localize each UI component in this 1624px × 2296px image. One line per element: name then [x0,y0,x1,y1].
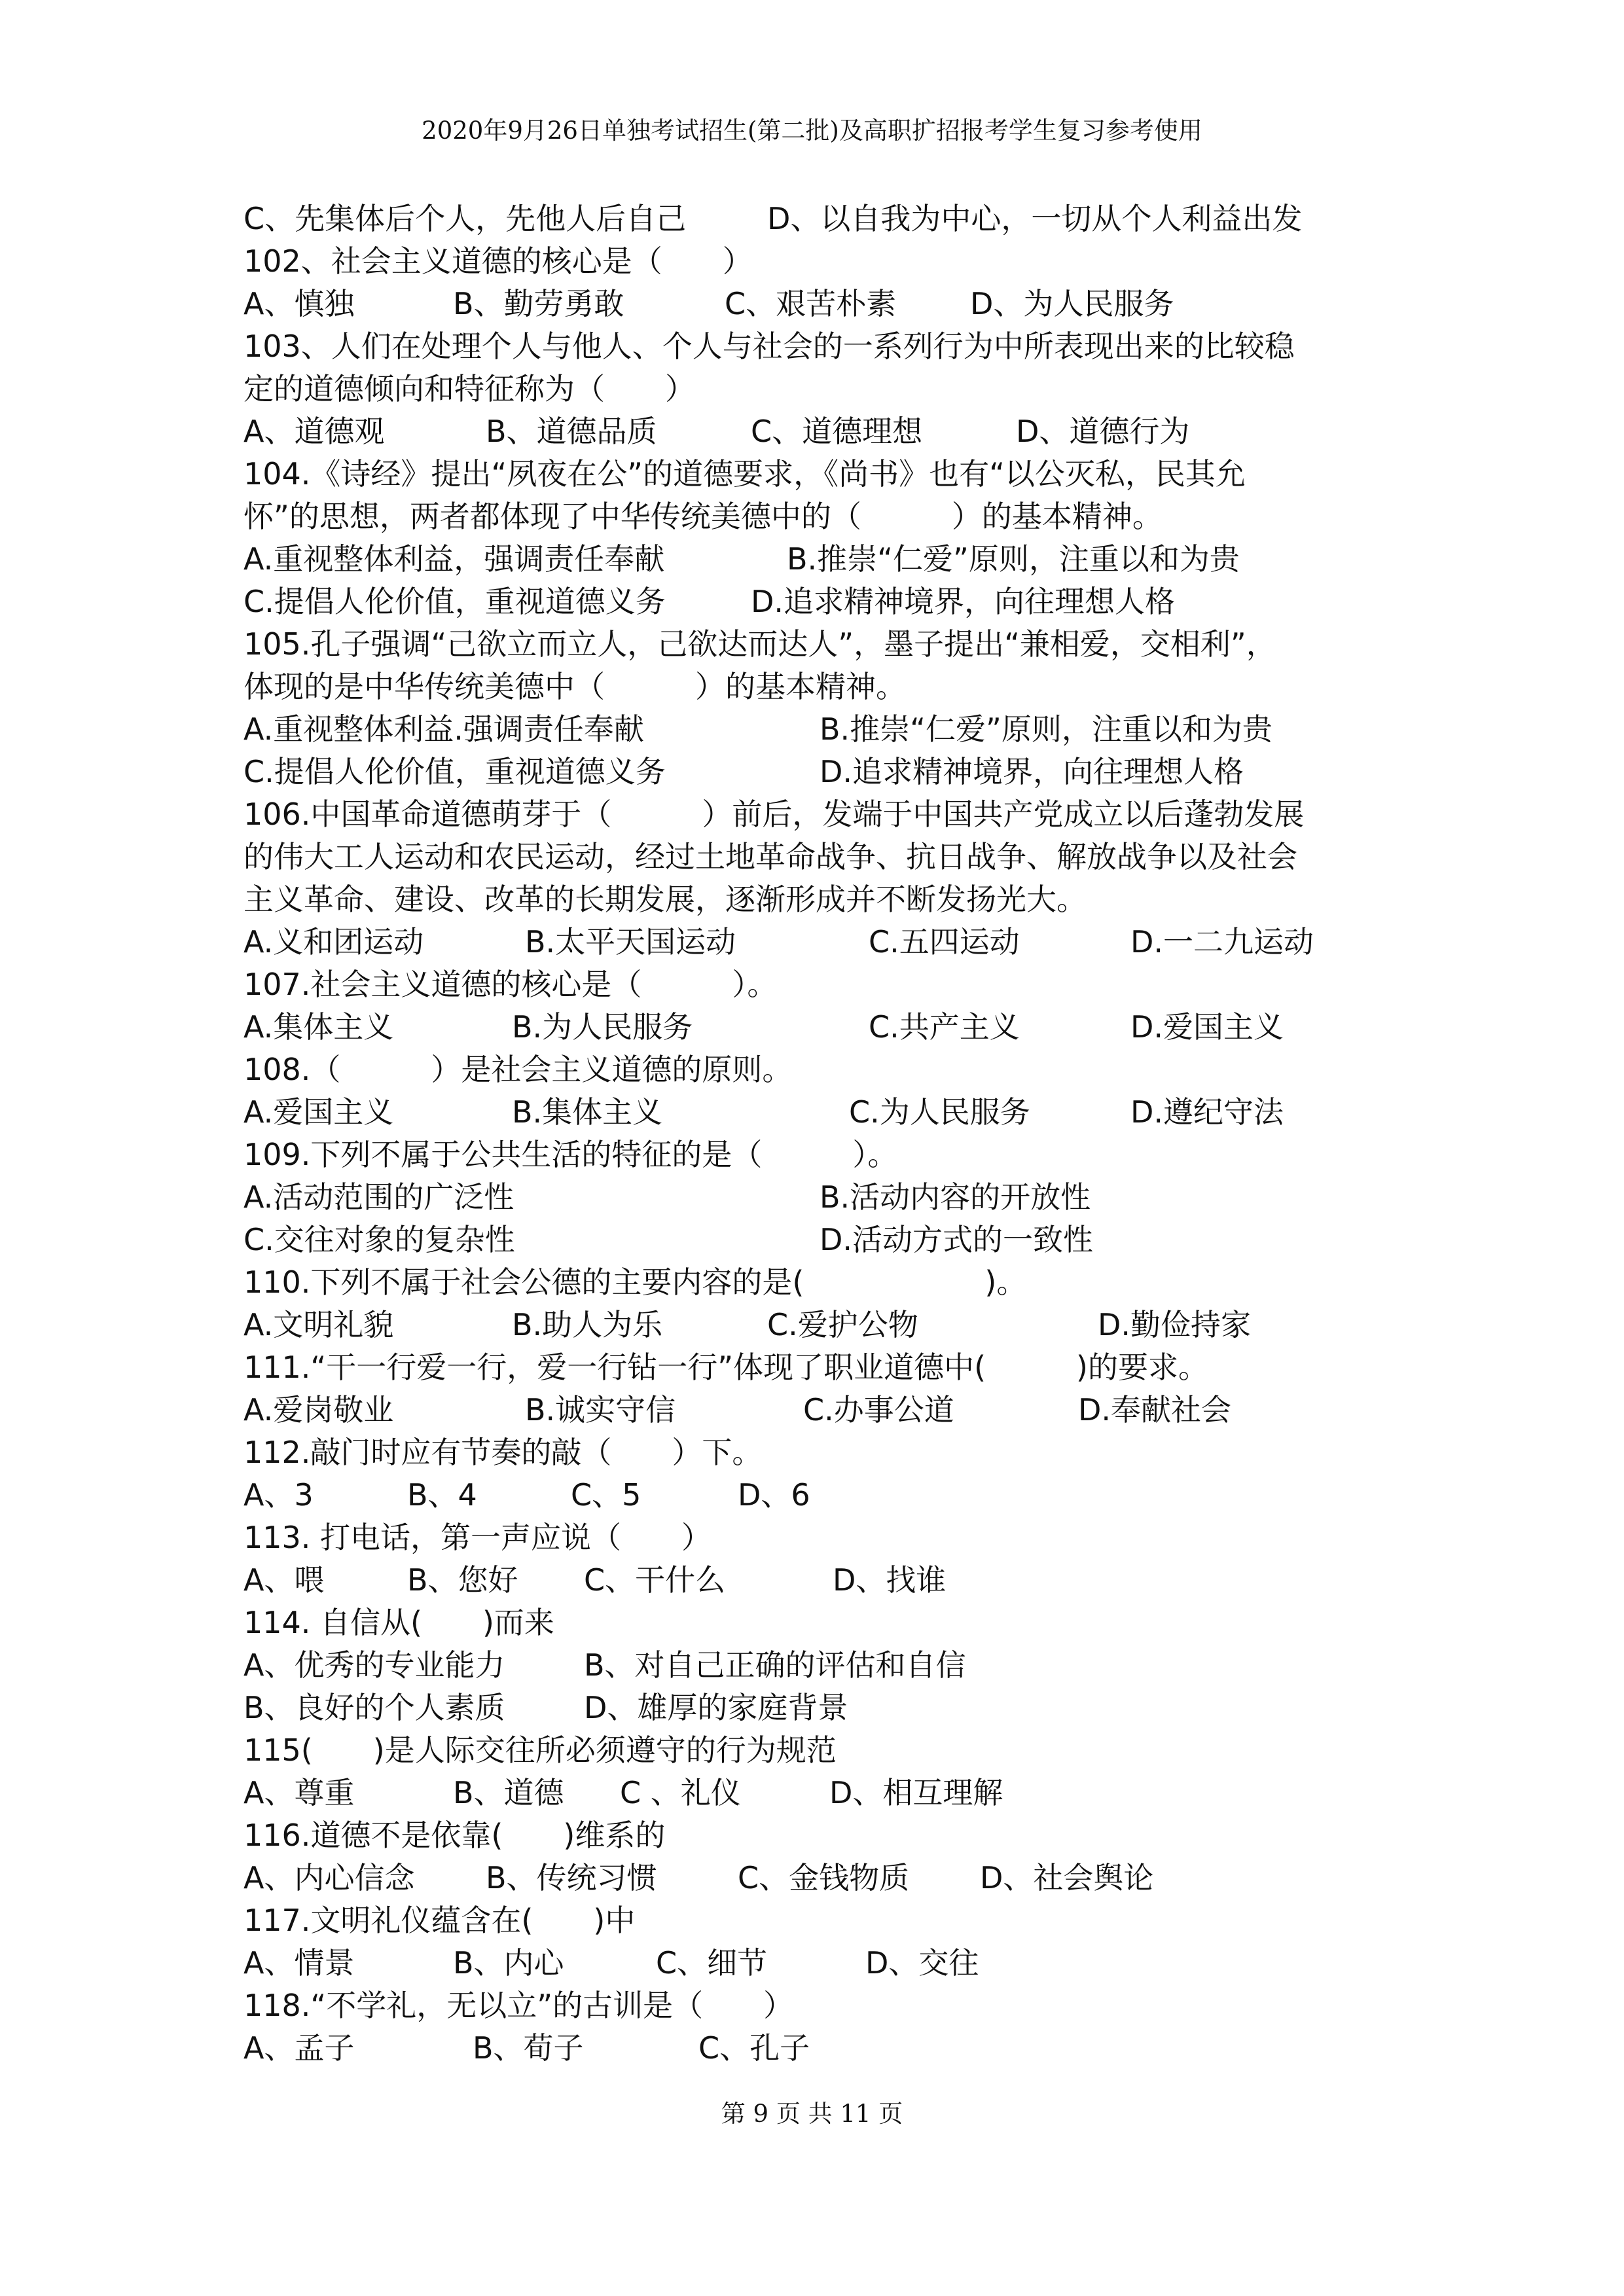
answer-option: D.追求精神境界，向往理想人格 [820,754,1244,789]
question-stem-line [244,623,1415,666]
answer-option: A、内心信念 [244,1860,415,1895]
answer-option: A.爱国主义 [244,1094,394,1130]
question-text: 104.《诗经》提出“夙夜在公”的道德要求，《尚书》也有“以公灭私，民其允 [244,456,1246,492]
answer-option: C、孔子 [698,2030,810,2066]
answer-option: A.活动范围的广泛性 [244,1179,514,1215]
answer-option: B、道德品质 [486,414,657,449]
answer-option: C、干什么 [584,1562,726,1598]
answer-options-line [244,581,1415,623]
question-stem-line [244,1814,1415,1857]
question-stem-line [244,325,1415,368]
answer-option: C.交往对象的复杂性 [244,1222,515,1257]
answer-option: C.为人民服务 [849,1094,1030,1130]
question-list [244,198,1415,2070]
question-stem-line [244,1602,1415,1644]
answer-option: D.遵纪守法 [1130,1094,1284,1130]
answer-option: B、对自己正确的评估和自信 [584,1647,966,1683]
answer-option: D.一二九运动 [1130,924,1314,960]
answer-option: B、荀子 [473,2030,584,2066]
answer-options-line [244,410,1415,453]
answer-option: A.义和团运动 [244,924,424,960]
answer-option: D、社会舆论 [980,1860,1154,1895]
question-text: 115( )是人际交往所必须遵守的行为规范 [244,1732,837,1768]
question-stem-line [244,1049,1415,1091]
question-text: 117.文明礼仪蕴含在( )中 [244,1903,636,1938]
answer-option: D、为人民服务 [970,286,1174,321]
answer-options-line [244,1304,1415,1346]
question-text: 109.下列不属于公共生活的特征的是（ ）。 [244,1137,898,1172]
answer-option: D、交往 [865,1945,979,1981]
answer-option: A.重视整体利益.强调责任奉献 [244,711,644,747]
answer-option: C.提倡人伦价值，重视道德义务 [244,584,666,619]
question-stem-line [244,963,1415,1006]
answer-option: C、5 [571,1477,641,1513]
page-footer: 第 9 页 共 11 页 [721,2100,903,2128]
answer-option: D、相互理解 [829,1775,1003,1810]
answer-option: D.奉献社会 [1078,1392,1232,1427]
answer-options-line [244,1559,1415,1602]
answer-option: A、3 [244,1477,314,1513]
question-stem-line [244,666,1415,708]
question-text: 111.“干一行爱一行，爱一行钻一行”体现了职业道德中( )的要求。 [244,1350,1208,1385]
answer-option: C、金钱物质 [738,1860,910,1895]
answer-option: B.推崇“仁爱”原则，注重以和为贵 [820,711,1272,747]
answer-option: B、您好 [407,1562,518,1598]
answer-option: D.勤俭持家 [1098,1307,1252,1342]
answer-options-line [244,1219,1415,1261]
answer-options-line [244,283,1415,325]
question-text: 112.敲门时应有节奏的敲（ ）下。 [244,1435,763,1470]
answer-option: C.共产主义 [869,1009,1020,1045]
question-stem-line [244,1516,1415,1559]
question-stem-line [244,368,1415,410]
answer-option: A、优秀的专业能力 [244,1647,505,1683]
answer-option: B.活动内容的开放性 [820,1179,1091,1215]
answer-option: D.追求精神境界，向往理想人格 [751,584,1176,619]
question-text: 102、社会主义道德的核心是（ ） [244,243,753,279]
answer-option: B、良好的个人素质 [244,1690,505,1725]
answer-option: A、喂 [244,1562,325,1598]
answer-options-line [244,1687,1415,1729]
answer-options-line [244,751,1415,793]
question-stem-line [244,453,1415,495]
question-stem-line [244,240,1415,283]
question-text: 定的道德倾向和特征称为（ ） [244,371,695,406]
question-stem-line [244,1899,1415,1942]
answer-option: C 、礼仪 [620,1775,741,1810]
answer-option: D、道德行为 [1016,414,1190,449]
answer-option: D、找谁 [833,1562,947,1598]
question-stem-line [244,836,1415,878]
question-stem-line [244,1984,1415,2027]
answer-option: A、道德观 [244,414,385,449]
answer-option: D.活动方式的一致性 [820,1222,1094,1257]
answer-options-line [244,1474,1415,1516]
answer-option: B、内心 [453,1945,564,1981]
question-stem-line [244,1431,1415,1474]
question-stem-line [244,1261,1415,1304]
question-text: 106.中国革命道德萌芽于（ ）前后，发端于中国共产党成立以后蓬勃发展 [244,797,1305,832]
question-stem-line [244,793,1415,836]
answer-option: A.集体主义 [244,1009,394,1045]
answer-options-line [244,1389,1415,1431]
answer-option: C.提倡人伦价值，重视道德义务 [244,754,666,789]
question-text: 主义革命、建设、改革的长期发展，逐渐形成并不断发扬光大。 [244,882,1087,917]
question-text: 118.“不学礼，无以立”的古训是（ ） [244,1988,794,2023]
answer-options-line [244,708,1415,751]
answer-option: C、艰苦朴素 [725,286,897,321]
answer-options-line [244,1942,1415,1984]
question-stem-line [244,878,1415,921]
answer-option: C、道德理想 [751,414,923,449]
answer-options-line [244,2027,1415,2070]
question-stem-line [244,1346,1415,1389]
answer-option: C、细节 [656,1945,768,1981]
question-text: 113. 打电话，第一声应说（ ） [244,1520,712,1555]
answer-option: A.爱岗敬业 [244,1392,394,1427]
answer-option: B.太平天国运动 [525,924,736,960]
question-text: 怀”的思想，两者都体现了中华传统美德中的（ ）的基本精神。 [244,499,1163,534]
question-text: 103、人们在处理个人与他人、个人与社会的一系列行为中所表现出来的比较稳 [244,329,1295,364]
answer-option: D、雄厚的家庭背景 [584,1690,848,1725]
answer-option: B、4 [407,1477,477,1513]
answer-options-line [244,1857,1415,1899]
answer-options-line [244,538,1415,581]
answer-option: A、慎独 [244,286,355,321]
answer-option: A、尊重 [244,1775,355,1810]
question-text: 105.孔子强调“己欲立而立人，己欲达而达人”，墨子提出“兼相爱，交相利”， [244,626,1276,662]
question-stem-line [244,495,1415,538]
answer-option: D、以自我为中心，一切从个人利益出发 [767,201,1303,236]
question-text: 108.（ ）是社会主义道德的原则。 [244,1052,793,1087]
answer-options-line [244,1006,1415,1049]
question-text: 114. 自信从( )而来 [244,1605,554,1640]
answer-options-line [244,1091,1415,1134]
answer-option: A.重视整体利益，强调责任奉献 [244,541,665,577]
question-text: 的伟大工人运动和农民运动，经过土地革命战争、抗日战争、解放战争以及社会 [244,839,1297,874]
answer-option: B.诚实守信 [525,1392,676,1427]
answer-option: B、传统习惯 [486,1860,657,1895]
question-stem-line [244,1134,1415,1176]
answer-option: A.文明礼貌 [244,1307,394,1342]
answer-option: C.五四运动 [869,924,1020,960]
question-text: 110.下列不属于社会公德的主要内容的是( )。 [244,1265,1027,1300]
question-text: 体现的是中华传统美德中（ ）的基本精神。 [244,669,906,704]
answer-option: B.助人为乐 [512,1307,663,1342]
answer-option: A、情景 [244,1945,355,1981]
question-text: 116.道德不是依靠( )维系的 [244,1818,666,1853]
page-header: 2020年9月26日单独考试招生(第二批)及高职扩招报考学生复习参考使用 [422,117,1202,145]
answer-option: D.爱国主义 [1130,1009,1284,1045]
question-stem-line [244,1729,1415,1772]
answer-option: B.集体主义 [512,1094,663,1130]
answer-option: C.办事公道 [803,1392,954,1427]
answer-option: B.推崇“仁爱”原则，注重以和为贵 [787,541,1240,577]
answer-option: B.为人民服务 [512,1009,693,1045]
answer-option: B、勤劳勇敢 [453,286,624,321]
answer-option: D、6 [738,1477,810,1513]
answer-option: C、先集体后个人，先他人后自己 [244,201,687,236]
answer-option: C.爱护公物 [767,1307,918,1342]
question-text: 107.社会主义道德的核心是（ ）。 [244,967,778,1002]
answer-options-line [244,921,1415,963]
answer-option: A、孟子 [244,2030,355,2066]
answer-options-line [244,1644,1415,1687]
answer-option: B、道德 [453,1775,564,1810]
answer-options-line [244,1176,1415,1219]
answer-options-line [244,1772,1415,1814]
answer-options-line [244,198,1415,240]
